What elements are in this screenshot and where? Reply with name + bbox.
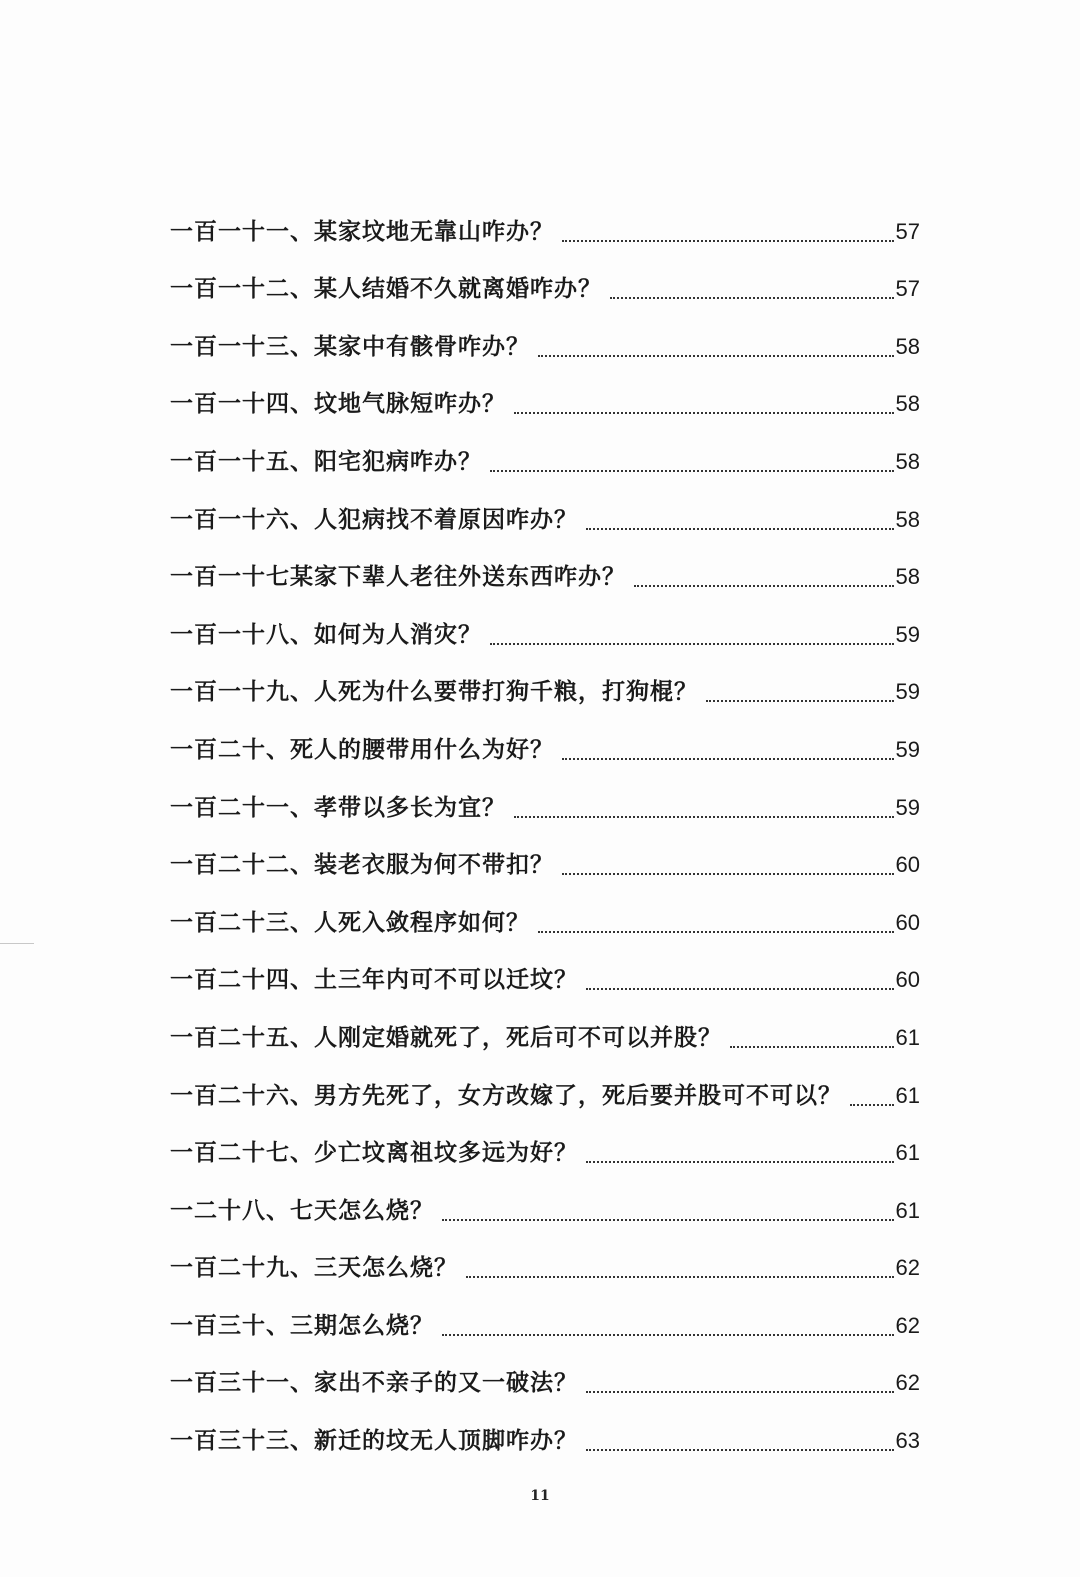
toc-entry-page: 62 xyxy=(895,1255,920,1281)
toc-entry xyxy=(170,1175,920,1233)
toc-entry-page: 57 xyxy=(895,276,920,302)
toc-entry-title: 一百三十、三期怎么烧？ xyxy=(170,1312,434,1339)
dot-leader xyxy=(706,700,894,702)
toc-entry-title: 一百二十五、人刚定婚就死了，死后可不可以并股？ xyxy=(170,1024,722,1051)
table-of-contents xyxy=(170,196,920,1463)
toc-entry-page: 59 xyxy=(895,679,920,705)
toc-entry xyxy=(170,484,920,542)
dot-leader xyxy=(514,816,894,818)
dot-leader xyxy=(586,988,894,990)
toc-entry-page: 58 xyxy=(895,448,920,474)
dot-leader xyxy=(586,528,894,530)
toc-entry-page: 60 xyxy=(895,852,920,878)
toc-entry-title: 一百二十七、少亡坟离祖坟多远为好？ xyxy=(170,1140,578,1167)
toc-entry-title: 一百三十一、家出不亲子的又一破法？ xyxy=(170,1370,578,1397)
toc-entry xyxy=(170,1060,920,1118)
toc-entry-page: 57 xyxy=(895,218,920,244)
dot-leader xyxy=(730,1046,894,1048)
dot-leader xyxy=(634,585,894,587)
toc-entry-page: 60 xyxy=(895,909,920,935)
dot-leader xyxy=(442,1334,894,1336)
toc-entry-page: 58 xyxy=(895,391,920,417)
toc-entry-title: 一百二十一、孝带以多长为宜？ xyxy=(170,794,506,821)
toc-entry-page: 61 xyxy=(895,1082,920,1108)
dot-leader xyxy=(586,1391,894,1393)
toc-entry xyxy=(170,599,920,657)
toc-entry-title: 一百一十五、阳宅犯病咋办？ xyxy=(170,448,482,475)
toc-entry xyxy=(170,887,920,945)
toc-entry-page: 61 xyxy=(895,1024,920,1050)
toc-entry xyxy=(170,1348,920,1406)
toc-entry-page: 59 xyxy=(895,794,920,820)
dot-leader xyxy=(586,1449,894,1451)
toc-entry xyxy=(170,1290,920,1348)
scan-edge-mark xyxy=(0,943,34,944)
dot-leader xyxy=(538,355,894,357)
toc-entry-title: 一百三十三、新迁的坟无人顶脚咋办？ xyxy=(170,1428,578,1455)
toc-entry xyxy=(170,542,920,600)
dot-leader xyxy=(490,470,894,472)
toc-entry-title: 一百一十七某家下辈人老往外送东西咋办？ xyxy=(170,564,626,591)
toc-entry xyxy=(170,714,920,772)
toc-entry-page: 59 xyxy=(895,736,920,762)
dot-leader xyxy=(586,1161,894,1163)
toc-entry-title: 一二十八、七天怎么烧？ xyxy=(170,1197,434,1224)
toc-entry-page: 58 xyxy=(895,506,920,532)
toc-entry xyxy=(170,1405,920,1463)
toc-entry-page: 61 xyxy=(895,1140,920,1166)
dot-leader xyxy=(466,1276,894,1278)
toc-entry-title: 一百一十一、某家坟地无靠山咋办？ xyxy=(170,218,554,245)
toc-entry xyxy=(170,1002,920,1060)
toc-entry-title: 一百二十四、土三年内可不可以迁坟？ xyxy=(170,967,578,994)
toc-entry-title: 一百一十八、如何为人消灾？ xyxy=(170,621,482,648)
dot-leader xyxy=(514,412,894,414)
toc-entry xyxy=(170,772,920,830)
page-number: 11 xyxy=(530,1488,550,1504)
toc-entry xyxy=(170,657,920,715)
dot-leader xyxy=(610,297,894,299)
toc-entry xyxy=(170,945,920,1003)
toc-entry-page: 61 xyxy=(895,1197,920,1223)
toc-entry-title: 一百二十、死人的腰带用什么为好？ xyxy=(170,736,554,763)
toc-entry xyxy=(170,254,920,312)
toc-entry xyxy=(170,1233,920,1291)
toc-entry-title: 一百二十二、装老衣服为何不带扣？ xyxy=(170,852,554,879)
toc-entry xyxy=(170,1118,920,1176)
toc-entry-page: 58 xyxy=(895,333,920,359)
dot-leader xyxy=(490,643,894,645)
dot-leader xyxy=(538,931,894,933)
dot-leader xyxy=(562,873,894,875)
toc-entry-title: 一百一十九、人死为什么要带打狗千粮，打狗棍？ xyxy=(170,679,698,706)
toc-entry-title: 一百一十二、某人结婚不久就离婚咋办？ xyxy=(170,276,602,303)
toc-entry xyxy=(170,369,920,427)
toc-entry-page: 60 xyxy=(895,967,920,993)
dot-leader xyxy=(850,1104,894,1106)
dot-leader xyxy=(442,1219,894,1221)
toc-entry xyxy=(170,830,920,888)
toc-entry-page: 63 xyxy=(895,1428,920,1454)
toc-entry-title: 一百二十三、人死入敛程序如何？ xyxy=(170,909,530,936)
toc-entry-page: 62 xyxy=(895,1370,920,1396)
dot-leader xyxy=(562,758,894,760)
toc-entry-title: 一百二十九、三天怎么烧？ xyxy=(170,1255,458,1282)
toc-entry xyxy=(170,426,920,484)
toc-entry xyxy=(170,311,920,369)
toc-entry-page: 58 xyxy=(895,564,920,590)
toc-entry xyxy=(170,196,920,254)
toc-entry-title: 一百一十三、某家中有骸骨咋办？ xyxy=(170,333,530,360)
dot-leader xyxy=(562,240,894,242)
toc-entry-page: 62 xyxy=(895,1312,920,1338)
toc-entry-title: 一百一十四、坟地气脉短咋办？ xyxy=(170,391,506,418)
toc-entry-title: 一百二十六、男方先死了，女方改嫁了，死后要并股可不可以？ xyxy=(170,1082,842,1109)
toc-entry-title: 一百一十六、人犯病找不着原因咋办？ xyxy=(170,506,578,533)
toc-entry-page: 59 xyxy=(895,621,920,647)
